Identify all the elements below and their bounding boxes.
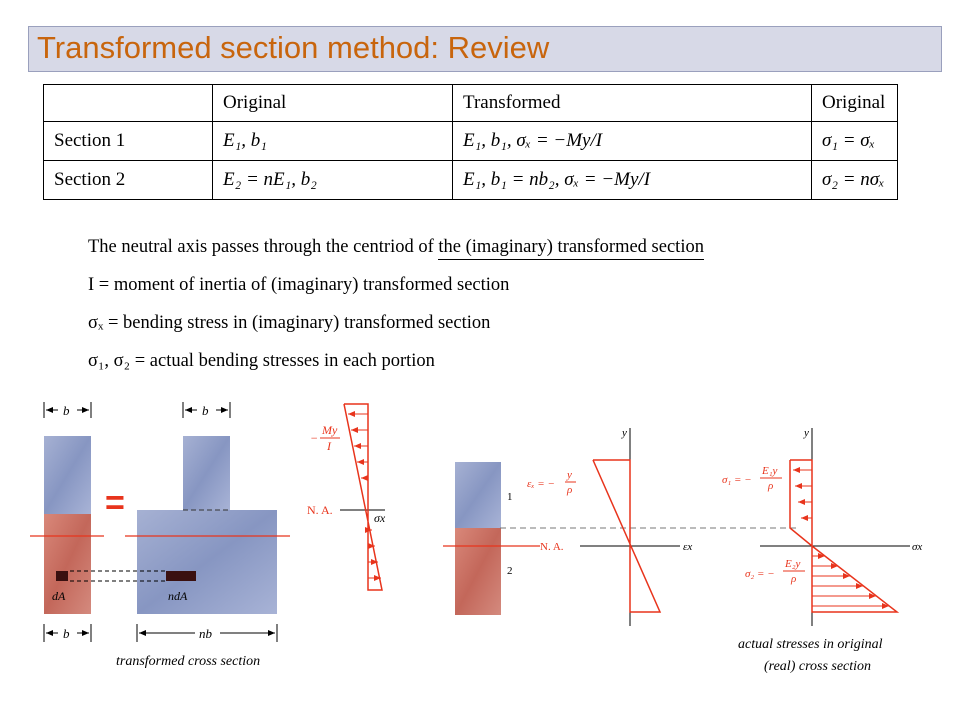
- transformed-top: [183, 436, 230, 510]
- dim-label: b: [63, 403, 70, 418]
- cell-stress: σ₂ = nσₓ: [812, 161, 898, 200]
- header-cell: Transformed: [453, 85, 812, 122]
- dim-label: b: [63, 626, 70, 641]
- svg-text:y: y: [567, 469, 572, 481]
- dim-label: nb: [199, 626, 212, 641]
- header-cell: Original: [812, 85, 898, 122]
- row-label: Section 2: [44, 161, 213, 200]
- sigma-x-label: σx: [374, 511, 386, 525]
- na-label: N. A.: [307, 503, 333, 517]
- svg-text:E₂y: E₂y: [785, 558, 801, 570]
- cell-original: E₁, b₁: [213, 122, 453, 161]
- svg-text:εₓ = −: εₓ = −: [527, 478, 555, 490]
- note-line-2: I = moment of inertia of (imaginary) transformed section: [88, 275, 510, 295]
- notes: [88, 228, 704, 380]
- dA-label: dA: [52, 589, 66, 603]
- review-table: [43, 84, 898, 200]
- dim-label: b: [202, 403, 209, 418]
- stress-diagram-left: [307, 404, 386, 590]
- note-line-3: σₓ = bending stress in (imaginary) transformed section: [88, 313, 491, 333]
- ndA-label: ndA: [168, 589, 188, 603]
- svg-text:E₁y: E₁y: [762, 465, 778, 477]
- table-row: [44, 161, 898, 200]
- header-cell: Original: [213, 85, 453, 122]
- title-bar: [28, 26, 942, 72]
- figure-svg: [0, 390, 960, 680]
- caption-right-2: (real) cross section: [764, 659, 872, 674]
- strain-diagram: [527, 427, 692, 626]
- svg-text:ρ: ρ: [567, 484, 573, 496]
- section-2-block: [455, 528, 501, 615]
- svg-text:ρ: ρ: [791, 573, 797, 585]
- table-header-row: [44, 85, 898, 122]
- svg-text:My: My: [322, 423, 338, 437]
- svg-text:I: I: [327, 439, 331, 453]
- svg-text:εx: εx: [683, 541, 693, 553]
- na-label: N. A.: [540, 541, 564, 553]
- note-line-4: σ₁, σ₂ = actual bending stresses in each portion: [88, 351, 435, 371]
- dim-b-bottom: [44, 624, 91, 642]
- svg-text:σ₁ = −: σ₁ = −: [722, 474, 752, 486]
- row-label: Section 1: [44, 122, 213, 161]
- dim-nb: [137, 624, 277, 642]
- svg-text:1: 1: [507, 491, 513, 503]
- dim-b-top-right: [183, 402, 230, 418]
- svg-text:σ₂ = −: σ₂ = −: [745, 568, 775, 580]
- ndA-element: [166, 571, 196, 581]
- svg-text:y: y: [622, 427, 627, 439]
- svg-text:2: 2: [507, 565, 513, 577]
- cell-original: E₂ = nE₁, b₂: [213, 161, 453, 200]
- cell-stress: σ₁ = σₓ: [812, 122, 898, 161]
- caption-right-1: actual stresses in original: [738, 637, 883, 652]
- table-row: [44, 122, 898, 161]
- figures: [0, 390, 960, 685]
- cell-transformed: E₁, b₁ = nb₂, σₓ = −My/I: [453, 161, 812, 200]
- transformed-bottom: [137, 510, 277, 614]
- svg-text:ρ: ρ: [768, 480, 774, 492]
- equals-sign: =: [105, 484, 125, 522]
- svg-text:−: −: [310, 431, 319, 445]
- header-cell: [44, 85, 213, 122]
- original-section: [30, 436, 104, 614]
- cell-transformed: E₁, b₁, σₓ = −My/I: [453, 122, 812, 161]
- section-1-block: [44, 436, 91, 514]
- section-1-block: [455, 462, 501, 528]
- underlined-text: the (imaginary) transformed section: [438, 237, 704, 260]
- caption-left: transformed cross section: [116, 654, 261, 669]
- dim-b-top-left: [44, 402, 91, 418]
- svg-text:y: y: [804, 427, 809, 439]
- svg-text:σx: σx: [912, 541, 923, 553]
- dA-element: [56, 571, 68, 581]
- note-line-1: The neutral axis passes through the centriod of the (imaginary) transformed section: [88, 228, 704, 266]
- transformed-section: [70, 436, 290, 614]
- actual-stress-diagram: [722, 427, 922, 626]
- slide-title: Transformed section method: Review: [37, 30, 550, 65]
